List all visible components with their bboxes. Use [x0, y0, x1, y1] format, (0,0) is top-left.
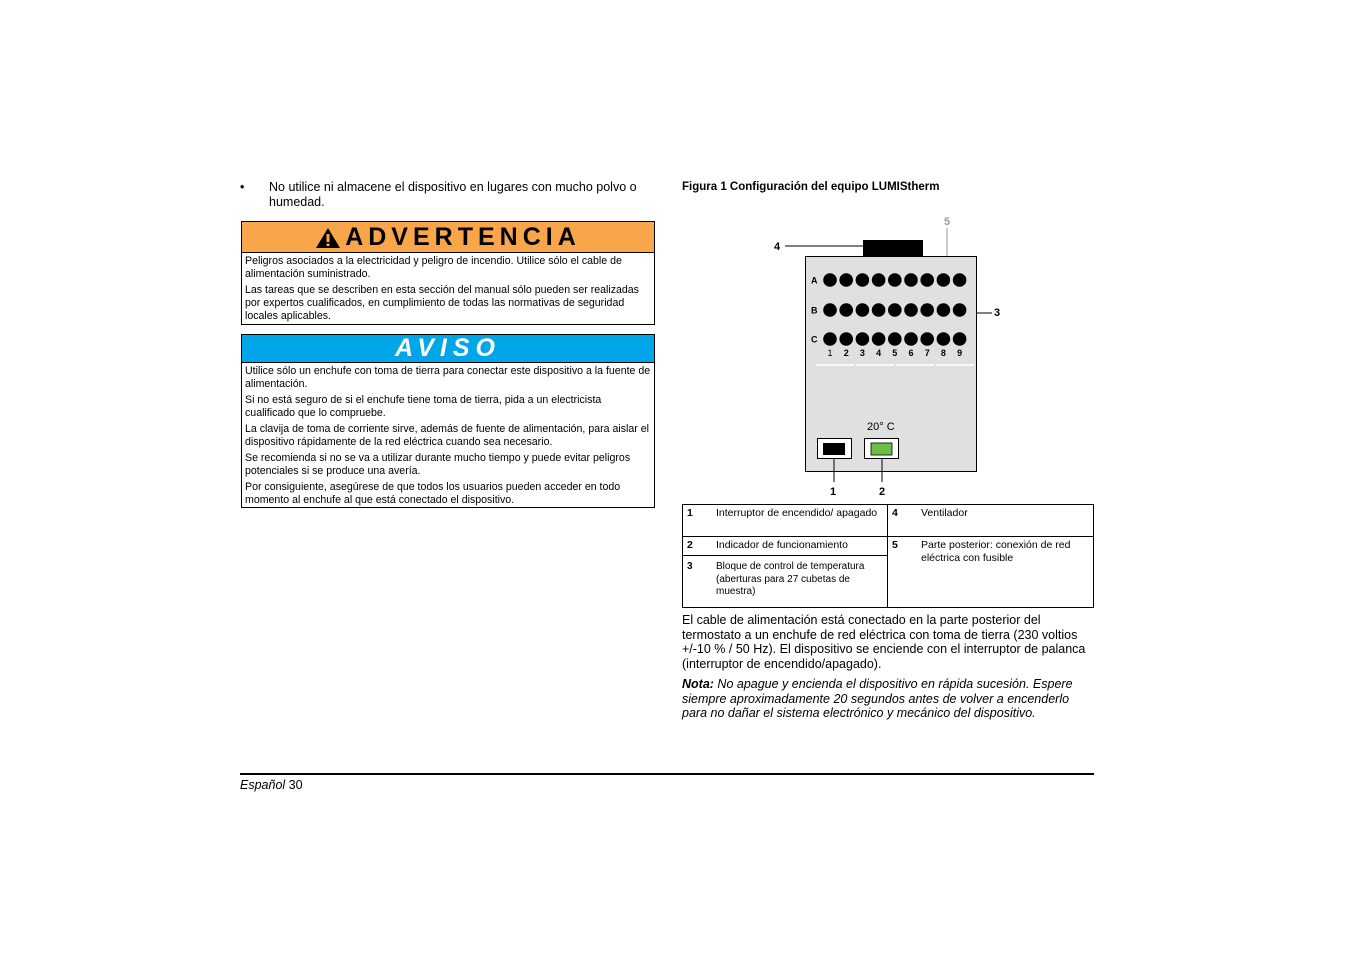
note-label: Nota:	[682, 677, 714, 691]
figure-legend	[682, 504, 1094, 608]
bullet-item	[240, 180, 660, 210]
notice-paragraph: La clavija de toma de corriente sirve, además de fuente de alimentación, para aislar el dispositivo rápidamente de la red eléctrica cuando sea necesario.	[245, 423, 649, 448]
body-paragraph: El cable de alimentación está conectado en la parte posterior del termostato a un enchufe de red eléctrica con toma de tierra (230 voltios +/-10 % / 50 Hz). El dispositivo se enciende con el interruptor de palanca (interruptor de encendido/apagado).	[682, 613, 1086, 671]
sample-well	[856, 332, 870, 346]
sample-well	[856, 273, 870, 287]
page-number: 30	[288, 778, 303, 792]
sample-well	[888, 303, 902, 317]
sample-well	[823, 332, 837, 346]
warning-paragraph: Peligros asociados a la electricidad y peligro de incendio. Utilice sólo el cable de alimentación suministrado.	[245, 255, 622, 280]
sample-well	[839, 332, 853, 346]
temperature-readout: 20° C	[867, 421, 895, 433]
notice-paragraph: Si no está seguro de si el enchufe tiene toma de tierra, pida a un electricista cualificado que lo compruebe.	[245, 394, 602, 419]
column-label: 7	[924, 348, 930, 358]
sample-well	[839, 303, 853, 317]
sample-well	[823, 303, 837, 317]
page-footer	[240, 778, 303, 792]
legend-number: 4	[892, 507, 898, 519]
sample-well	[888, 332, 902, 346]
row-label: B	[811, 305, 818, 316]
column-label: 9	[957, 348, 963, 358]
sample-well	[856, 303, 870, 317]
notice-header	[242, 335, 654, 363]
device-diagram	[760, 210, 1020, 502]
legend-item	[888, 537, 1093, 607]
column-label: 4	[876, 348, 882, 358]
notice-paragraph: Utilice sólo un enchufe con toma de tierra para conectar este dispositivo a la fuente de alimentación.	[245, 365, 651, 390]
column-label: 6	[908, 348, 914, 358]
warning-paragraph: Las tareas que se describen en esta sección del manual sólo pueden ser realizadas por expertos cualificados, en cumplimiento de todas las normativas de seguridad locales aplicables.	[245, 284, 639, 322]
sample-well	[888, 273, 902, 287]
bullet-text: No utilice ni almacene el dispositivo en lugares con mucho polvo o humedad.	[269, 180, 637, 209]
sample-well	[937, 303, 951, 317]
column-label: 8	[940, 348, 946, 358]
sample-well	[920, 273, 934, 287]
sample-well	[920, 332, 934, 346]
note-paragraph	[682, 677, 1094, 721]
legend-label: Parte posterior: conexión de red eléctrica con fusible	[921, 539, 1071, 564]
column-label: 5	[892, 348, 898, 358]
notice-paragraph: Por consiguiente, asegúrese de que todos los usuarios pueden acceder en todo momento al enchufe al que está conectado el dispositivo.	[245, 481, 621, 506]
legend-label: Indicador de funcionamiento	[716, 539, 848, 551]
sample-well	[937, 273, 951, 287]
sample-well	[904, 273, 918, 287]
legend-label: Bloque de control de temperatura (aberturas para 27 cubetas de muestra)	[716, 561, 865, 597]
status-indicator-light	[871, 443, 892, 455]
notice-title: AVISO	[395, 334, 501, 362]
row-label: C	[811, 334, 818, 345]
fan-block	[863, 240, 923, 257]
footer-language: Español	[240, 778, 286, 792]
warning-header	[242, 222, 654, 253]
legend-item	[888, 505, 1093, 537]
callout-5: 5	[944, 216, 951, 228]
legend-item	[683, 505, 888, 537]
legend-label: Interruptor de encendido/ apagado	[716, 507, 878, 519]
column-label: 2	[843, 348, 849, 358]
sample-well	[823, 273, 837, 287]
legend-item	[683, 556, 888, 607]
footer-rule	[240, 773, 1094, 775]
bullet-symbol: •	[240, 180, 245, 194]
legend-number: 3	[687, 561, 693, 572]
sample-well	[953, 273, 967, 287]
column-label: 3	[859, 348, 865, 358]
sample-well	[839, 273, 853, 287]
sample-well	[872, 332, 886, 346]
sample-well	[904, 332, 918, 346]
warning-body	[242, 253, 654, 328]
sample-well	[872, 273, 886, 287]
warning-title: ADVERTENCIA	[345, 222, 581, 251]
legend-label: Ventilador	[921, 507, 968, 519]
sample-well	[937, 332, 951, 346]
legend-number: 5	[892, 539, 898, 551]
sample-well	[904, 303, 918, 317]
column-label: 1	[827, 348, 833, 358]
sample-well	[953, 332, 967, 346]
note-text: No apague y encienda el dispositivo en rápida sucesión. Espere siempre aproximadamente 20 segundos antes de volver a encenderlo para no dañar el sistema electrónico y mecánico del dispositivo.	[682, 677, 1073, 721]
notice-box	[241, 334, 655, 508]
callout-2: 2	[879, 486, 886, 498]
legend-number: 2	[687, 539, 693, 551]
sample-well	[920, 303, 934, 317]
sample-well	[872, 303, 886, 317]
warning-triangle-icon	[315, 227, 341, 249]
legend-number: 1	[687, 507, 693, 519]
notice-paragraph: Se recomienda si no se va a utilizar durante mucho tiempo y puede evitar peligros potenciales si se produce una avería.	[245, 452, 631, 477]
row-label: A	[811, 275, 818, 286]
warning-box	[241, 221, 655, 325]
figure-title: Figura 1 Configuración del equipo LUMIStherm	[682, 181, 940, 193]
callout-3: 3	[994, 307, 1001, 319]
legend-item	[683, 537, 888, 556]
sample-well	[953, 303, 967, 317]
power-switch-lever	[823, 443, 845, 455]
notice-body	[242, 363, 654, 512]
callout-1: 1	[830, 486, 837, 498]
callout-4: 4	[774, 241, 781, 253]
